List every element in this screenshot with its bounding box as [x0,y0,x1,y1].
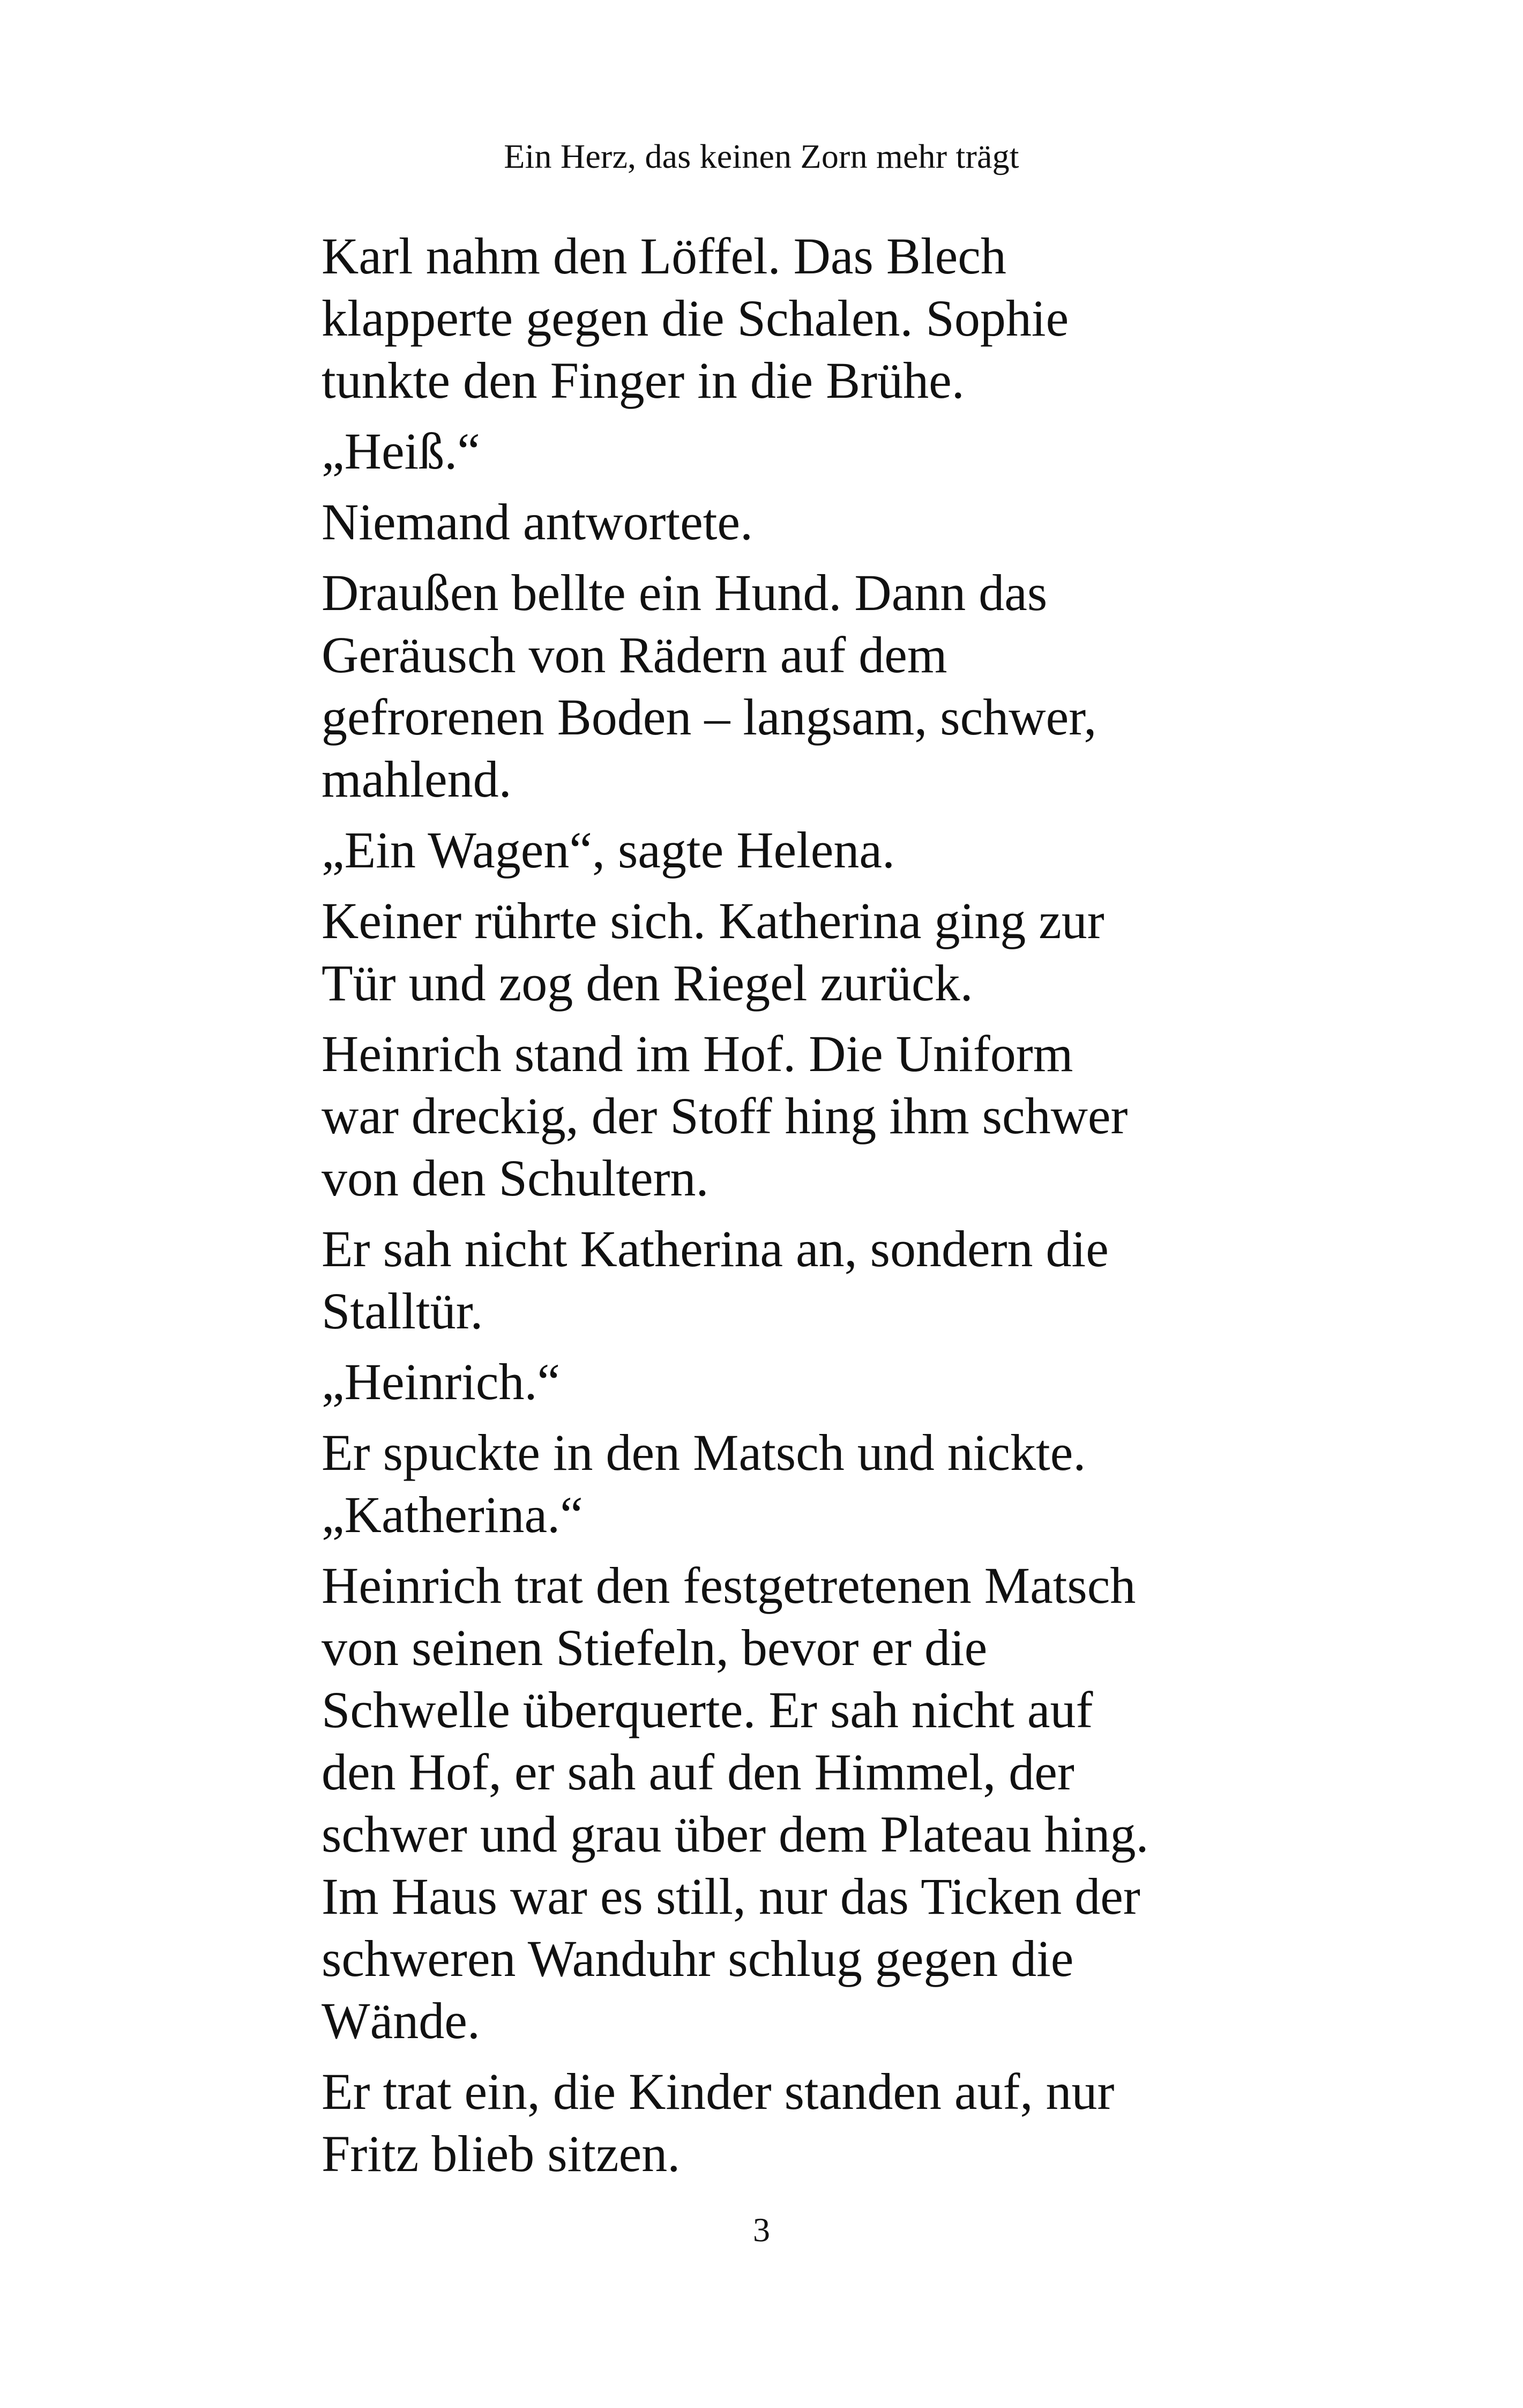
text-line: klapperte gegen die Schalen. Sophie [322,289,1069,347]
text-line: Stalltür. [322,1282,483,1340]
text-line: Karl nahm den Löffel. Das Blech [322,227,1006,285]
paragraph [322,1351,1222,1413]
paragraph [322,1218,1222,1342]
text-line: Tür und zog den Riegel zurück. [322,954,973,1012]
text-line: war dreckig, der Stoff hing ihm schwer [322,1087,1128,1144]
paragraph [322,491,1222,553]
text-line: Geräusch von Rädern auf dem [322,626,947,683]
text-line: von seinen Stiefeln, bevor er die [322,1619,988,1676]
text-line: Fritz blieb sitzen. [322,2125,681,2182]
text-line: gefrorenen Boden – langsam, schwer, [322,688,1097,746]
text-line: „Ein Wagen“, sagte Helena. [322,821,895,879]
text-line: Er spuckte in den Matsch und nickte. [322,1424,1086,1481]
running-header: Ein Herz, das keinen Zorn mehr trägt [504,137,1019,175]
paragraph [322,1023,1222,1209]
paragraph [322,225,1222,412]
paragraph [322,2061,1222,2185]
paragraph [322,1422,1222,1546]
text-line: schwer und grau über dem Plateau hing. [322,1805,1149,1863]
text-line: Keiner rührte sich. Katherina ging zur [322,892,1104,949]
text-line: tunkte den Finger in die Brühe. [322,352,965,409]
text-line: „Heinrich.“ [322,1353,561,1410]
text-line: Heinrich stand im Hof. Die Uniform [322,1025,1073,1082]
text-line: den Hof, er sah auf den Himmel, der [322,1743,1074,1801]
paragraph [322,420,1222,482]
text-line: von den Schultern. [322,1149,709,1207]
text-line: Draußen bellte ein Hund. Dann das [322,564,1048,621]
text-line: „Katherina.“ [322,1486,583,1543]
text-line: Niemand antwortete. [322,493,753,551]
text-line: Er sah nicht Katherina an, sondern die [322,1220,1109,1277]
body-text [322,225,1222,2194]
text-line: Er trat ein, die Kinder standen auf, nur [322,2063,1115,2120]
paragraph [322,819,1222,881]
text-line: Heinrich trat den festgetretenen Matsch [322,1557,1136,1614]
paragraph [322,562,1222,811]
text-line: mahlend. [322,750,512,808]
text-line: schweren Wanduhr schlug gegen die [322,1930,1074,1987]
paragraph [322,890,1222,1014]
text-line: Im Haus war es still, nur das Ticken der [322,1868,1140,1925]
text-line: „Heiß.“ [322,422,480,480]
page-number: 3 [753,2211,770,2249]
paragraph [322,1555,1222,2052]
text-line: Schwelle überquerte. Er sah nicht auf [322,1681,1093,1738]
text-line: Wände. [322,1992,480,2049]
